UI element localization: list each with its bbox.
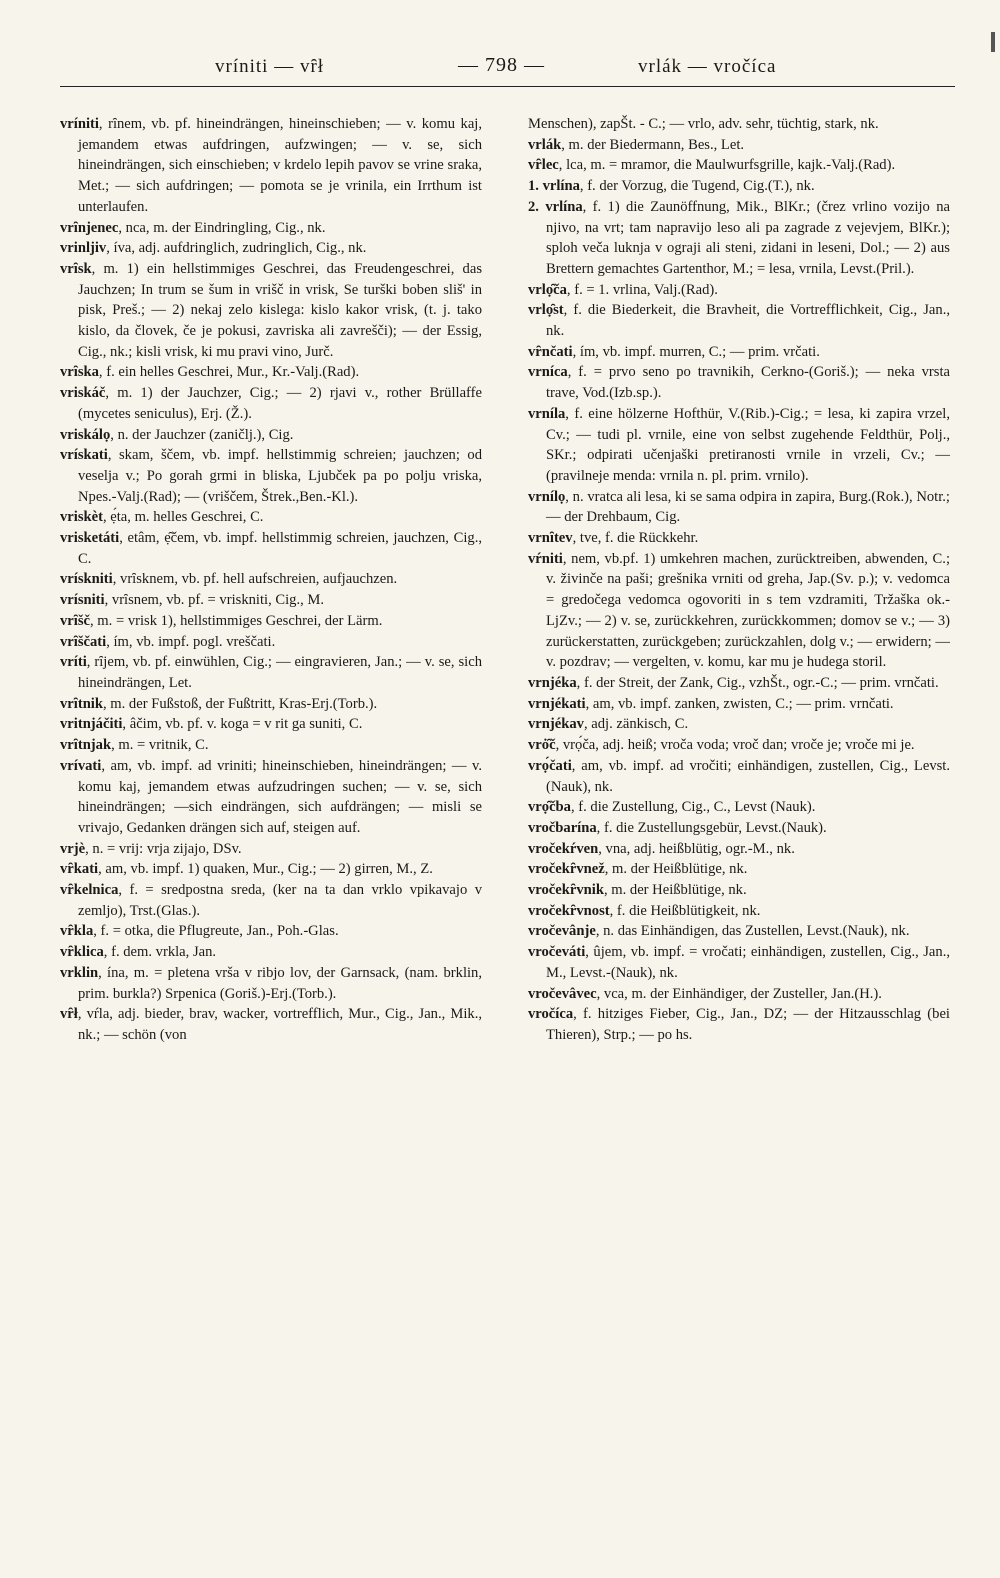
entry-headword: vriskáč [60, 385, 106, 402]
entry-headword: vrískati [60, 447, 108, 464]
entry-definition: , ím, vb. impf. murren, C.; — prim. vrčati. [572, 343, 820, 360]
entry-headword: vrȋščati [60, 633, 107, 650]
entry-definition: , f. die Zustellung, Cig., C., Levst (Nauk). [570, 799, 816, 816]
dictionary-entry [528, 155, 950, 176]
entry-headword: vrọ́čati [528, 757, 572, 774]
entry-definition: , n. das Einhändigen, das Zustellen, Levst.(Nauk), nk. [595, 923, 910, 940]
entry-headword: 1. vrlína [528, 178, 580, 195]
dictionary-entry [60, 921, 482, 942]
dictionary-entry [60, 1004, 482, 1045]
entry-headword: vȓklica [60, 944, 104, 961]
entry-headword: vročeváti [528, 944, 586, 961]
entry-definition: , n. = vrij: vrja zijajo, DSv. [85, 840, 242, 857]
dictionary-entry [60, 569, 482, 590]
entry-headword: vrjè [60, 840, 86, 857]
entry-headword: vrnjéka [528, 674, 577, 691]
entry-headword: vročekŕven [528, 840, 599, 857]
dictionary-entry [60, 238, 482, 259]
dictionary-entry [60, 880, 482, 921]
dictionary-entry [60, 611, 482, 632]
entry-definition: , m. der Heißblütige, nk. [603, 882, 747, 899]
entry-headword: vríniti [60, 116, 99, 132]
entry-headword: vriskèt [60, 509, 103, 526]
dictionary-entry [60, 942, 482, 963]
entry-headword: vrnjékati [528, 695, 586, 712]
entry-headword: vrisketáti [60, 530, 120, 547]
entry-headword: vrȋtnik [60, 695, 103, 712]
page-header [90, 52, 958, 82]
header-right-guide: vrlák — vročíca [638, 56, 777, 77]
entry-definition: , f. dem. vrkla, Jan. [103, 944, 217, 961]
entry-headword: vrívati [60, 757, 102, 774]
dictionary-entry [60, 590, 482, 611]
entry-definition: , m. der Biedermann, Bes., Let. [561, 136, 745, 153]
dictionary-entry [528, 549, 950, 673]
entry-definition: , rȋnem, vb. pf. hineindrängen, hineinschieben; — v. komu kaj, jemandem etwas aufdringen, aufzwingen; — v. se, sich hineindrängen, sich einschieben; v krdelo lepih pavov se vrine sraka, Met.; — sich aufdringen; — pomota se je vrinila, ein Irrthum ist unterlaufen. [78, 116, 482, 215]
entry-definition: , lca, m. = mramor, die Maulwurfsgrille, kajk.-Valj.(Rad). [558, 157, 896, 174]
dictionary-entry [60, 963, 482, 1004]
entry-headword: vrníla [528, 405, 566, 422]
dictionary-entry [528, 342, 950, 363]
entry-headword: 2. vrlína [528, 198, 583, 215]
dictionary-entry [60, 218, 482, 239]
entry-headword: vročíca [528, 1006, 574, 1023]
entry-definition: , vŕla, adj. bieder, brav, wacker, vortrefflich, Mur., Cig., Jan., Mik., nk.; — schön (von [77, 1006, 482, 1043]
entry-headword: vrnȋtev [528, 530, 573, 547]
entry-definition: , f. = prvo seno po travnikih, Cerkno-(Goriš.); — neka vrsta trave, Vod.(Izb.sp.). [546, 364, 950, 402]
entry-definition: , skam, ščem, vb. impf. hellstimmig schreien; jauchzen; od veselja v.; Po gorah grmi in bliska, Ljubček pa po polju vriska, Npes.-Valj.(Rad); — (vriščem, Štrek.,Ben.-Kl.). [78, 447, 482, 505]
entry-headword: vrinljiv [60, 240, 107, 257]
entry-definition: , vrȋsnem, vb. pf. = vriskniti, Cig., M. [104, 592, 325, 609]
entry-definition: , m. 1) ein hellstimmiges Geschrei, das Freudengeschrei, das Jauchzen; In trum se šum in vrišč in vrisk, Se turški boben sliš' in pisk, Preš.; — 2) nekaj zelo kislega: kislo kakor vrisk, (t. j. tako kislo, da človek, če je pokusi, zavriska ali zavrešči); — der Essig, Cig., nk.; kisli vrisk, ki mu pravi vino, Jurč. [78, 260, 482, 360]
dictionary-entry [528, 694, 950, 715]
dictionary-entry [528, 942, 950, 983]
dictionary-entry [528, 300, 950, 341]
entry-headword: vrnílọ [528, 488, 566, 505]
entry-definition: , m. der Heißblütige, nk. [604, 861, 748, 878]
entry-headword: vȓł [60, 1006, 78, 1023]
entry-headword: vrlọ̑st [528, 302, 564, 319]
entry-headword: vrȋnjenec [60, 219, 119, 236]
entry-headword: vriskálọ [60, 426, 111, 443]
page-edge-mark [991, 32, 995, 52]
entry-definition: , f. ein helles Geschrei, Mur., Kr.-Valj.(Rad). [98, 364, 360, 381]
entry-definition: , f. hitziges Fieber, Cig., Jan., DZ; — der Hitzausschlag (bei Thieren), Strp.; — po hs. [546, 1006, 950, 1043]
entry-headword: vročevânje [528, 923, 596, 940]
entry-definition: , am, vb. impf. zanken, zwisten, C.; — prim. vrnčati. [585, 695, 894, 712]
entry-definition: , f. die Zustellungsgebür, Levst.(Nauk). [596, 819, 827, 836]
entry-definition: , vca, m. der Einhändiger, der Zusteller, Jan.(H.). [596, 985, 882, 1002]
entry-headword: vrísniti [60, 592, 105, 609]
entry-headword: vročekȓvnik [528, 882, 604, 899]
entry-headword: vrȯ̑č [528, 737, 556, 754]
entry-headword: vȓkelnica [60, 882, 119, 899]
entry-headword: vrlọ̑ča [528, 281, 567, 298]
entry-definition: , m. = vrisk 1), hellstimmiges Geschrei, der Lärm. [90, 612, 383, 629]
entry-definition: , nem, vb.pf. 1) umkehren machen, zurücktreiben, abwenden, C.; v. živinče na paši; grešnika vrniti od greha, Jap.(Sv. p.); v. vedomca = gredočega vedomca ogovoriti in s tem vzdramiti, Tržaška ok.-LjZv.; — 2) v. se, zurückkehren, zurückkommen; domov se v.; — 3) zurückerstatten, zurückgeben; zurückzahlen, dolg v.; — erwidern; — v. pozdrav; — vergelten, v. komu, kar mu je hudega storil. [546, 550, 950, 671]
entry-definition: Menschen), zapŠt. - C.; — vrlo, adv. sehr, tüchtig, stark, nk. [528, 116, 879, 132]
entry-definition: , âčim, vb. pf. v. koga = v rit ga suniti, C. [122, 716, 363, 733]
entry-definition: , f. der Vorzug, die Tugend, Cig.(T.), nk. [579, 178, 815, 195]
entry-definition: , n. vratca ali lesa, ki se sama odpira in zapira, Burg.(Rok.), Notr.; — der Drehbaum, Cig. [546, 488, 950, 526]
dictionary-entry [60, 528, 482, 569]
dictionary-entry [60, 839, 482, 860]
dictionary-entry [60, 259, 482, 363]
entry-definition: , etâm, ẹ̑čem, vb. impf. hellstimmig schreien, jauchzen, Cig., C. [78, 530, 482, 567]
dictionary-entry [60, 383, 482, 424]
dictionary-entry [528, 756, 950, 797]
entry-headword: vrȋtnjak [60, 737, 112, 754]
dictionary-entry [60, 114, 482, 218]
dictionary-entry [60, 507, 482, 528]
dictionary-entry [528, 880, 950, 901]
entry-headword: vríti [60, 654, 87, 671]
entry-definition: , n. der Jauchzer (zaničlj.), Cig. [110, 426, 294, 443]
entry-definition: , f. der Streit, der Zank, Cig., vzhŠt., ogr.-C.; — prim. vrnčati. [576, 674, 939, 691]
entry-definition: , vna, adj. heißblütig, ogr.-M., nk. [598, 840, 795, 857]
dictionary-entry [528, 839, 950, 860]
dictionary-entry [528, 818, 950, 839]
dictionary-entry [528, 362, 950, 403]
dictionary-entry [528, 673, 950, 694]
entry-headword: vrníca [528, 364, 568, 381]
entry-headword: vŕniti [528, 550, 563, 567]
dictionary-entry [528, 135, 950, 156]
entry-headword: vȓlec [528, 157, 559, 174]
entry-headword: vȓkati [60, 861, 99, 878]
entry-definition: , ûjem, vb. impf. = vročati; einhändigen, zustellen, Cig., Jan., M., Levst.-(Nauk), nk. [546, 944, 950, 981]
dictionary-entry [60, 756, 482, 839]
entry-headword: vročekȓvnost [528, 902, 610, 919]
entry-headword: vritnjáčiti [60, 716, 123, 733]
entry-definition: , ím, vb. impf. pogl. vreščati. [106, 633, 276, 650]
dictionary-entry [528, 901, 950, 922]
entry-definition: , vrọ́ča, adj. heiß; vroča voda; vroč dan; vroče je; vroče mi je. [555, 737, 915, 754]
entry-definition: , m. 1) der Jauchzer, Cig.; — 2) rjavi v., rother Brüllaffe (mycetes seniculus), Erj. (Ž.). [78, 385, 482, 422]
dictionary-entry [60, 714, 482, 735]
entry-definition: , f. eine hölzerne Hofthür, V.(Rib.)-Cig.; = lesa, ki zapira vrzel, Cv.; — tudi pl. vrnile, eine von selbst zugehende Feldthür, Polj., SKr.; odpirati učenjaški pretiranosti vrnile in vrzeli, Cv.; — (pravilneje menda: vrnila n. pl. prim. vrnilo). [546, 405, 950, 484]
entry-definition: , f. die Biederkeit, die Bravheit, die Vortrefflichkeit, Cig., Jan., nk. [546, 302, 950, 340]
entry-definition: , m. der Fußstoß, der Fußtritt, Kras-Erj.(Torb.). [102, 695, 378, 712]
entry-definition: , am, vb. impf. ad vročiti; einhändigen, zustellen, Cig., Levst.(Nauk), nk. [546, 757, 950, 795]
header-rule [60, 86, 955, 87]
entry-headword: vrȋšč [60, 612, 90, 629]
entry-definition: , m. = vritnik, C. [111, 737, 209, 754]
dictionary-entry [60, 632, 482, 653]
page-number: — 798 — [458, 54, 545, 76]
entry-definition: , tve, f. die Rückkehr. [572, 530, 699, 547]
entry-headword: vrlák [528, 136, 562, 153]
entry-definition: , f. = 1. vrlina, Valj.(Rad). [566, 281, 718, 298]
dictionary-entry [528, 197, 950, 280]
dictionary-entry [60, 652, 482, 693]
dictionary-entry [528, 404, 950, 487]
entry-definition: , am, vb. impf. 1) quaken, Mur., Cig.; — 2) girren, M., Z. [98, 861, 433, 878]
entry-headword: vrọ̑čba [528, 799, 571, 816]
entry-headword: vȓnčati [528, 343, 573, 360]
entry-headword: vročbarína [528, 819, 597, 836]
left-column [60, 114, 482, 1046]
dictionary-entry [60, 445, 482, 507]
entry-definition: , rȋjem, vb. pf. einwühlen, Cig.; — eingravieren, Jan.; — v. se, sich hineindrängen, Let. [78, 654, 482, 691]
entry-headword: vročekȓvnež [528, 861, 605, 878]
entry-headword: vȓkla [60, 923, 94, 940]
dictionary-entry [528, 735, 950, 756]
entry-definition: , f. die Heißblütigkeit, nk. [609, 902, 761, 919]
dictionary-entry [60, 859, 482, 880]
dictionary-entry [528, 528, 950, 549]
entry-headword: vrnjékav [528, 716, 584, 733]
entry-definition: , ẹ́ta, m. helles Geschrei, C. [102, 509, 264, 526]
entry-headword: vročevâvec [528, 985, 597, 1002]
entry-definition: , íva, adj. aufdringlich, zudringlich, Cig., nk. [106, 240, 367, 257]
dictionary-entry [528, 176, 950, 197]
dictionary-entry [60, 362, 482, 383]
entry-definition: , am, vb. impf. ad vriniti; hineinschieben, hineindrängen; — v. komu kaj, jemandem etwas aufzudringen suchen; — v. se, sich hineindrängen; —sich eindrängen, sich aufdrängen; — misli se vrivajo, Gedanken drängen sich auf, steigen auf. [78, 757, 482, 836]
entry-definition: , ína, m. = pletena vrša v ribjo lov, der Garnsack, (nam. brklin, prim. burkla?) Srpenica (Goriš.)-Erj.(Torb.). [78, 964, 482, 1002]
entry-definition: , f. = sredpostna sreda, (ker na ta dan vrklo vpikavajo v zemljo), Trst.(Glas.). [78, 882, 482, 919]
entry-definition: , adj. zänkisch, C. [583, 716, 689, 733]
entry-headword: vrȋsk [60, 260, 92, 277]
entry-definition: , f. = otka, die Pflugreute, Jan., Poh.-Glas. [93, 923, 339, 940]
dictionary-entry [528, 714, 950, 735]
dictionary-entry [528, 487, 950, 528]
dictionary-entry [60, 425, 482, 446]
entry-headword: vrklin [60, 964, 99, 981]
dictionary-entry [60, 735, 482, 756]
header-left-guide: vríniti — vȓł [215, 56, 325, 77]
entry-definition: , f. 1) die Zaunöffnung, Mik., BlKr.; (črez vrlino vozijo na njivo, na vrt; tam napravijo leso ali pa zagrade z vejevjem, BlKr.); sploh veča luknja v ograji ali steni, zidani in leseni, Dol.; — 2) aus Brettern gemachtes Gartenthor, M.; = lesa, vrnila, Levst.(Pril.). [546, 198, 951, 277]
dictionary-entry [528, 280, 950, 301]
dictionary-entry [60, 694, 482, 715]
entry-definition: , nca, m. der Eindringling, Cig., nk. [118, 219, 326, 236]
dictionary-entry [528, 984, 950, 1005]
entry-headword: vrȋska [60, 364, 99, 381]
dictionary-entry [528, 921, 950, 942]
dictionary-entry [528, 797, 950, 818]
dictionary-entry [528, 114, 950, 135]
dictionary-entry [528, 1004, 950, 1045]
entry-headword: vrískniti [60, 571, 113, 588]
entry-definition: , vrȋsknem, vb. pf. hell aufschreien, aufjauchzen. [112, 571, 398, 588]
dictionary-entry [528, 859, 950, 880]
right-column [528, 114, 950, 1046]
